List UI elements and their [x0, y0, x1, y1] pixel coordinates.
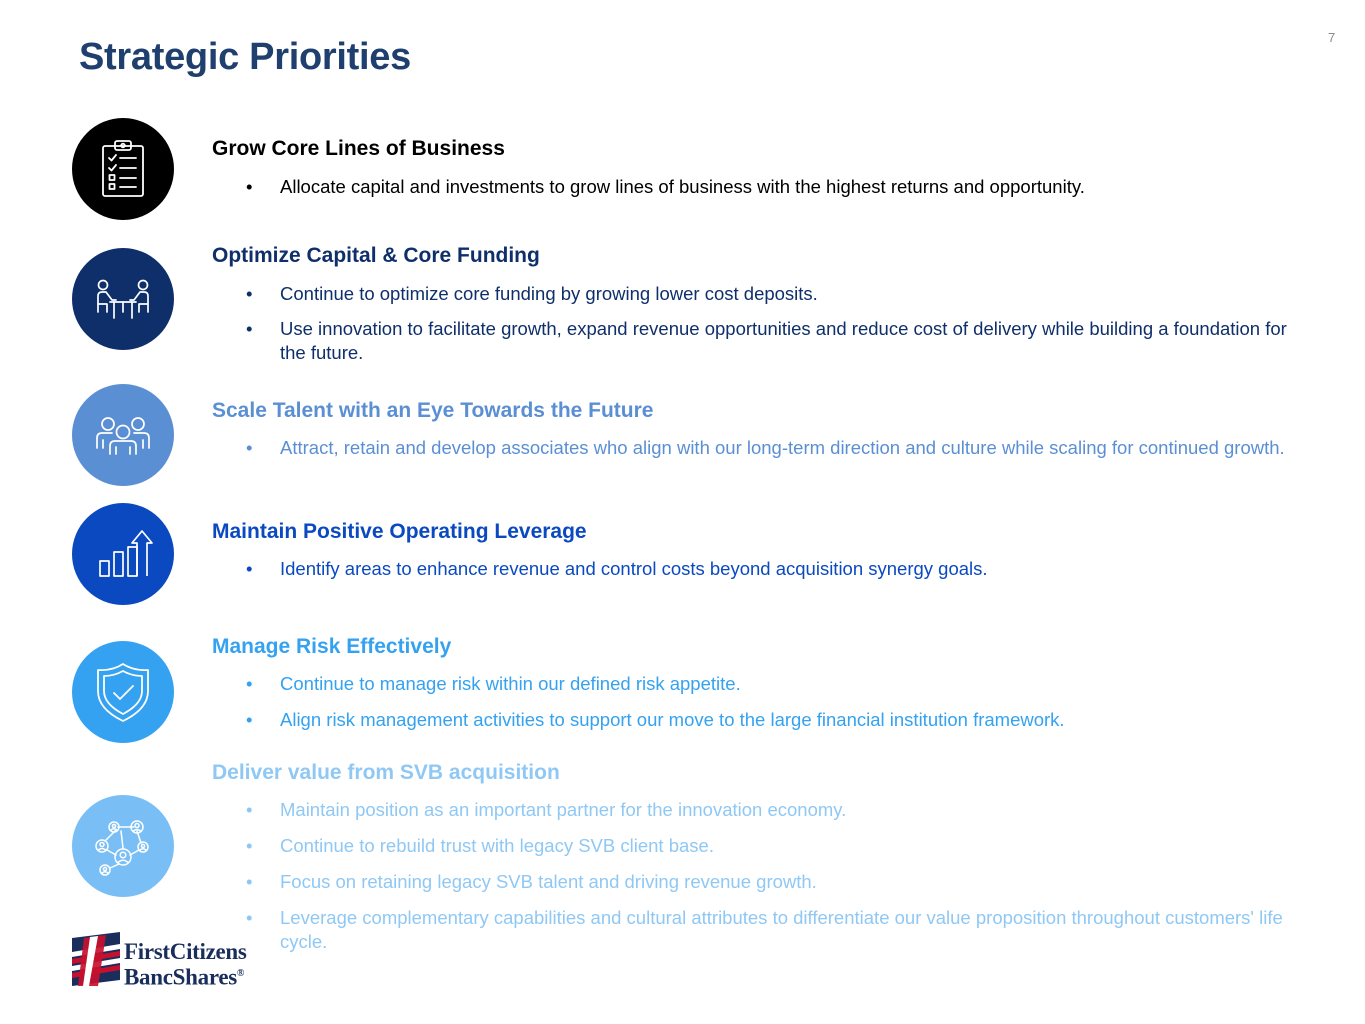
bullet-text: Use innovation to facilitate growth, expand revenue opportunities and reduce cost of delivery while building a foundation for the future. — [280, 318, 1287, 363]
section-heading: Manage Risk Effectively — [212, 635, 452, 658]
section-icon-circle — [72, 248, 174, 350]
page-number: 7 — [1328, 30, 1336, 45]
flag-logo-icon — [70, 932, 122, 986]
bullet-text: Attract, retain and develop associates who align with our long-term direction and culture while scaling for continued growth. — [280, 437, 1285, 458]
growth-bar-chart-icon — [90, 521, 156, 587]
bullet-text: Identify areas to enhance revenue and control costs beyond acquisition synergy goals. — [280, 558, 988, 579]
section-optimize-capital — [212, 243, 1292, 365]
bullet-item — [212, 436, 1292, 460]
bullet-dot: • — [246, 835, 253, 856]
section-icon-circle — [72, 795, 174, 897]
section-icon-circle — [72, 384, 174, 486]
section-operating-leverage — [212, 519, 1292, 581]
bullet-text: Continue to manage risk within our defined risk appetite. — [280, 673, 741, 694]
bullet-item — [212, 672, 1292, 696]
bullet-dot: • — [246, 871, 253, 892]
registered-mark: ® — [236, 968, 245, 979]
bullet-text: Leverage complementary capabilities and cultural attributes to differentiate our value proposition throughout customers' life cycle. — [280, 907, 1283, 952]
bullet-text: Maintain position as an important partner for the innovation economy. — [280, 799, 847, 820]
bullet-dot: • — [246, 283, 253, 304]
bullet-dot: • — [246, 673, 253, 694]
bullet-text: Align risk management activities to support our move to the large financial institution framework. — [280, 709, 1065, 730]
bullet-item — [212, 282, 1292, 306]
clipboard-checklist-icon — [90, 136, 156, 202]
bullet-text: Focus on retaining legacy SVB talent and driving revenue growth. — [280, 871, 817, 892]
bullet-item — [212, 798, 1292, 822]
section-svb-acquisition — [212, 760, 1292, 954]
bullet-dot: • — [246, 558, 253, 579]
company-logo — [70, 932, 270, 988]
network-people-icon — [90, 813, 156, 879]
meeting-table-icon — [90, 266, 156, 332]
bullet-dot: • — [246, 799, 253, 820]
section-icon-circle — [72, 503, 174, 605]
shield-check-icon — [90, 659, 156, 725]
bullet-item — [212, 870, 1292, 894]
bullet-text: Continue to rebuild trust with legacy SVB client base. — [280, 835, 714, 856]
logo-text-line1: FirstCitizens — [124, 939, 247, 964]
bullet-item — [212, 708, 1292, 732]
section-manage-risk — [212, 634, 1292, 732]
page-title: Strategic Priorities — [79, 36, 411, 78]
section-heading: Maintain Positive Operating Leverage — [212, 520, 587, 543]
section-scale-talent — [212, 398, 1292, 460]
bullet-dot: • — [246, 907, 253, 928]
bullet-dot: • — [246, 437, 253, 458]
section-icon-circle — [72, 118, 174, 220]
team-people-icon — [90, 402, 156, 468]
bullet-text: Continue to optimize core funding by growing lower cost deposits. — [280, 283, 818, 304]
section-grow-core — [212, 136, 1292, 199]
bullet-item — [212, 834, 1292, 858]
bullet-item — [212, 317, 1292, 365]
bullet-item — [212, 557, 1292, 581]
section-icon-circle — [72, 641, 174, 743]
bullet-text: Allocate capital and investments to grow lines of business with the highest returns and opportunity. — [280, 176, 1085, 197]
section-heading: Optimize Capital & Core Funding — [212, 244, 540, 267]
logo-text-line2-word: BancShares — [124, 964, 237, 990]
logo-text-line2 — [124, 962, 244, 990]
section-heading: Deliver value from SVB acquisition — [212, 761, 560, 784]
bullet-dot: • — [246, 176, 253, 197]
section-heading: Grow Core Lines of Business — [212, 137, 505, 160]
section-heading: Scale Talent with an Eye Towards the Future — [212, 399, 654, 422]
bullet-item — [212, 906, 1292, 954]
bullet-dot: • — [246, 318, 253, 339]
bullet-item — [212, 175, 1292, 199]
bullet-dot: • — [246, 709, 253, 730]
